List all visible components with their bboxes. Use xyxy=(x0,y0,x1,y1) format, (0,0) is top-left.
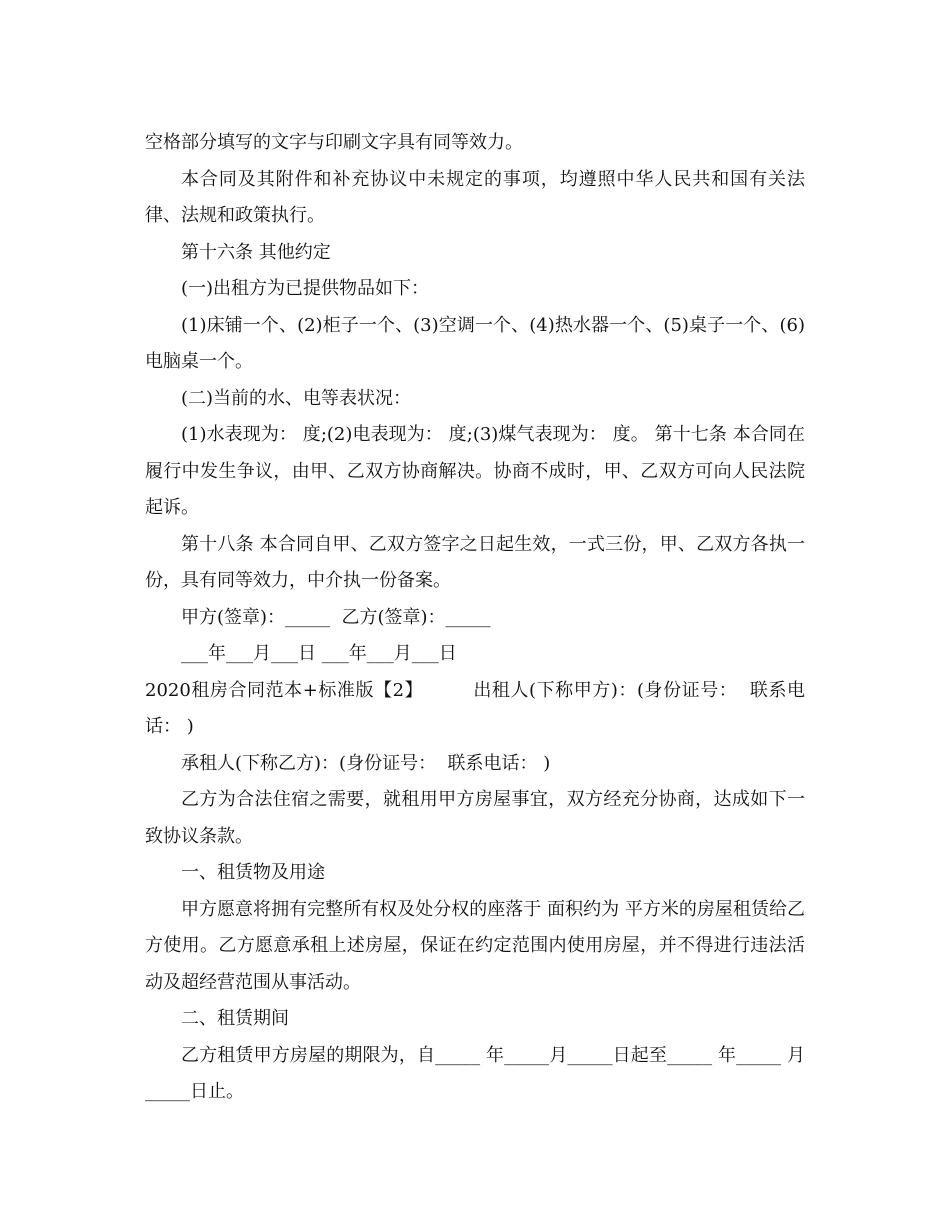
date-line: ___年___月___日 ___年___月___日 xyxy=(181,643,457,664)
document-body xyxy=(145,125,805,1111)
paragraph-provided-items: (一)出租方为已提供物品如下： xyxy=(181,278,430,299)
paragraph-lessee: 承租人(下称乙方)：(身份证号： 联系电话： ) xyxy=(181,752,551,774)
paragraph-lease-property: 甲方愿意将拥有完整所有权及处分权的座落于 面积约为 平方米的房屋租赁给乙方使用。乙方愿意承租上述房屋，保证在约定范围内使用房屋，并不得进行违法活动及超经营范围从事活动。 xyxy=(145,898,805,993)
paragraph-meter-status: (二)当前的水、电等表状况： xyxy=(181,387,412,409)
paragraph-unspecified-matters: 本合同及其附件和补充协议中未规定的事项，均遵照中华人民共和国有关法律、法规和政策执行。 xyxy=(145,168,805,226)
section-1-heading: 一、租赁物及用途 xyxy=(181,862,325,883)
paragraph-effect-clause: 空格部分填写的文字与印刷文字具有同等效力。 xyxy=(145,132,523,153)
paragraph-agreement-intro: 乙方为合法住宿之需要，就租用甲方房屋事宜，双方经充分协商，达成如下一致协议条款。 xyxy=(145,789,805,847)
article-16-heading: 第十六条 其他约定 xyxy=(181,241,331,263)
signature-line: 甲方(签章)：_____ 乙方(签章)：_____ xyxy=(181,606,491,628)
paragraph-lease-period: 乙方租赁甲方房屋的期限为，自_____ 年_____月_____日起至_____ 年_____ 月_____日止。 xyxy=(145,1044,805,1102)
article-18-paragraph: 第十八条 本合同自甲、乙双方签字之日起生效，一式三份，甲、乙双方各执一份，具有同等效力，中介执一份备案。 xyxy=(145,533,805,591)
paragraph-meter-readings: (1)水表现为： 度;(2)电表现为： 度;(3)煤气表现为： 度。 第十七条 本合同在履行中发生争议，由甲、乙双方协商解决。协商不成时，甲、乙双方可向人民法院起诉。 xyxy=(145,424,805,518)
paragraph-items-list: (1)床铺一个、(2)柜子一个、(3)空调一个、(4)热水器一个、(5)桌子一个、(6)电脑桌一个。 xyxy=(145,314,805,372)
section-2-heading: 二、租赁期间 xyxy=(181,1008,289,1029)
contract-2-heading: 2020租房合同范本+标准版【2】 出租人(下称甲方)：(身份证号： 联系电话： ) xyxy=(145,679,805,737)
